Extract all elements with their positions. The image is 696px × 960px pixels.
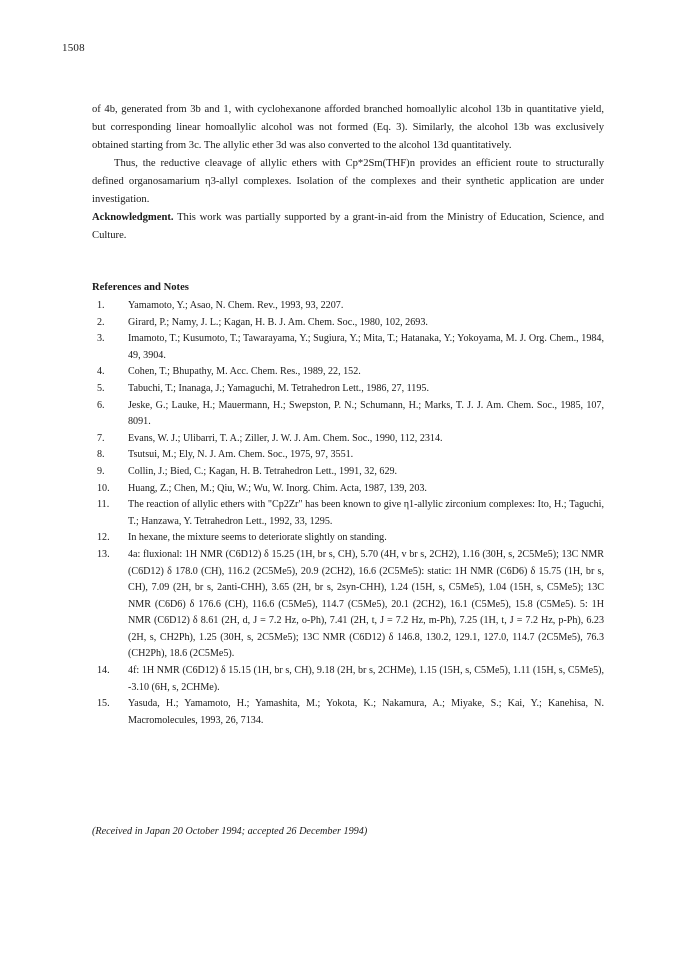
acknowledgment: [92, 209, 604, 245]
reference-text: The reaction of allylic ethers with "Cp2Zr" has been known to give η1-allylic zirconium complexes: Ito, H.; Taguchi, T.; Hanzawa, Y. Tetrahedron Lett., 1992, 33, 1295.: [128, 499, 604, 527]
reference-number: 1.: [97, 300, 105, 311]
reference-item: [92, 464, 604, 481]
body-text: [92, 101, 604, 245]
references-list: [92, 298, 604, 729]
reference-number: 2.: [97, 316, 105, 328]
page-number: 1508: [62, 42, 85, 54]
reference-item: [92, 364, 604, 381]
reference-number: 14.: [97, 665, 110, 677]
reference-item: [92, 547, 604, 663]
acknowledgment-heading: Acknowledgment.: [92, 212, 174, 223]
reference-text: 4a: fluxional: 1H NMR (C6D12) δ 15.25 (1H, br s, CH), 5.70 (4H, v br s, 2CH2), 1.16 (30H, s, 2C5Me5); 13C NMR (C6D12) δ 178.0 (CH), 116.2 (2C5Me5), 20.9 (2CH2), 16.6 (2C5Me5): static: 1H NMR (C6D6) δ 15.75 (1H, br s, CH), 7.09 (2H, br s, 2anti-CHH), 3.65 (2H, br s, 2syn-CHH), 1.24 (15H, s, C5Me5), 1.04 (15H, s, C5Me5); 13C NMR (C6D6) δ 176.6 (CH), 116.6 (C5Me5), 114.7 (C5Me5), 20.1 (2CH2), 16.1 (C5Me5), 15.8 (C5Me5). 5: 1H NMR (C6D12) δ 8.61 (2H, d, J = 7.2 Hz, o-Ph), 7.41 (2H, t, J = 7.2 Hz, m-Ph), 7.25 (1H, t, J = 7.2 Hz, p-Ph), 6.23 (2H, s, CH2Ph), 1.25 (30H, s, 2C5Me5); 13C NMR (C6D12) δ 146.8, 130.2, 129.1, 127.0, 114.7 (2C5Me5), 76.3 (CH2Ph), 18.6 (2C5Me5).: [128, 548, 604, 660]
reference-number: 6.: [97, 399, 105, 411]
reference-item: [92, 663, 604, 696]
reference-text: Girard, P.; Namy, J. L.; Kagan, H. B. J. Am. Chem. Soc., 1980, 102, 2693.: [128, 316, 428, 328]
reference-item: [92, 497, 604, 530]
reference-number: 13.: [97, 548, 110, 560]
reference-item: [92, 398, 604, 431]
reference-number: 10.: [97, 482, 110, 494]
reference-number: 9.: [97, 465, 105, 477]
reference-text: Evans, W. J.; Ulibarri, T. A.; Ziller, J. W. J. Am. Chem. Soc., 1990, 112, 2314.: [128, 432, 443, 444]
reference-number: 4.: [97, 366, 105, 378]
reference-text: Collin, J.; Bied, C.; Kagan, H. B. Tetrahedron Lett., 1991, 32, 629.: [128, 465, 398, 477]
reference-number: 11.: [97, 499, 110, 511]
reference-number: 3.: [97, 333, 105, 345]
reference-text: Yasuda, H.; Yamamoto, H.; Yamashita, M.; Yokota, K.; Nakamura, A.; Miyake, S.; Kai, Y.; Kanehisa, N. Macromolecules, 1993, 26, 7134.: [128, 698, 604, 726]
reference-item: [92, 315, 604, 332]
paragraph-2: Thus, the reductive cleavage of allylic ethers with Cp*2Sm(THF)n provides an efficient route to structurally defined organosamarium η3-allyl complexes. Isolation of the complexes and their synthetic application are under investigation.: [92, 158, 604, 205]
reference-item: [92, 381, 604, 398]
paragraph-1: of 4b, generated from 3b and 1, with cyclohexanone afforded branched homoallylic alcohol 13b in quantitative yield, but corresponding linear homoallylic alcohol was not formed (Eq. 3). Similarly, the alcohol 13b was exclusively obtained starting from 3c. The allylic ether 3d was also converted to the alcohol 13d quantitatively.: [92, 104, 604, 151]
reference-item: [92, 447, 604, 464]
reference-text: Jeske, G.; Lauke, H.; Mauermann, H.; Swepston, P. N.; Schumann, H.; Marks, T. J. J. Am. Chem. Soc., 1985, 107, 8091.: [128, 399, 604, 428]
reference-text: Imamoto, T.; Kusumoto, T.; Tawarayama, Y.; Sugiura, Y.; Mita, T.; Hatanaka, Y.; Yokoyama, M. J. Org. Chem., 1984, 49, 3904.: [128, 333, 604, 361]
reference-text: Tsutsui, M.; Ely, N. J. Am. Chem. Soc., 1975, 97, 3551.: [128, 449, 354, 461]
received-note: (Received in Japan 20 October 1994; accepted 26 December 1994): [92, 826, 368, 837]
acknowledgment-text: This work was partially supported by a grant-in-aid from the Ministry of Education, Science, and Culture.: [92, 212, 605, 241]
reference-text: 4f: 1H NMR (C6D12) δ 15.15 (1H, br s, CH), 9.18 (2H, br s, 2CHMe), 1.15 (15H, s, C5Me5), 1.11 (15H, s, C5Me5), -3.10 (6H, s, 2CHMe).: [128, 665, 604, 693]
reference-number: 12.: [97, 532, 110, 544]
reference-number: 8.: [97, 449, 105, 461]
reference-item: [92, 696, 604, 729]
reference-text: Yamamoto, Y.; Asao, N. Chem. Rev., 1993, 93, 2207.: [128, 300, 344, 311]
reference-text: Tabuchi, T.; Inanaga, J.; Yamaguchi, M. Tetrahedron Lett., 1986, 27, 1195.: [128, 382, 429, 394]
reference-number: 15.: [97, 698, 110, 710]
reference-number: 7.: [97, 432, 105, 444]
reference-item: [92, 481, 604, 498]
reference-item: [92, 530, 604, 547]
references-heading: References and Notes: [92, 282, 189, 293]
reference-item: [92, 331, 604, 364]
reference-text: Cohen, T.; Bhupathy, M. Acc. Chem. Res., 1989, 22, 152.: [128, 366, 361, 378]
reference-text: In hexane, the mixture seems to deteriorate slightly on standing.: [128, 532, 387, 544]
reference-number: 5.: [97, 382, 105, 394]
reference-item: [92, 298, 604, 315]
reference-text: Huang, Z.; Chen, M.; Qiu, W.; Wu, W. Inorg. Chim. Acta, 1987, 139, 203.: [128, 482, 427, 494]
reference-item: [92, 431, 604, 448]
